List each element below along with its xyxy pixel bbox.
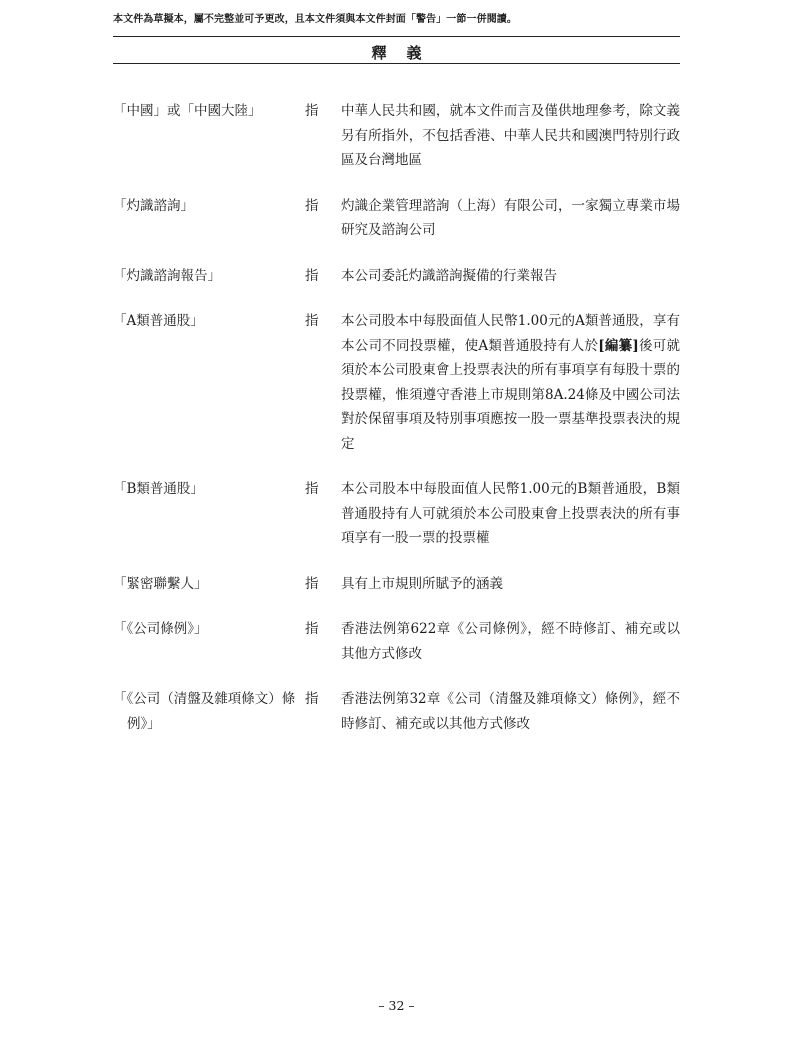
section-title: 釋義 <box>371 44 442 62</box>
term: 「灼識諮詢報告」 <box>113 267 221 284</box>
definition: 香港法例第622章《公司條例》，經不時修訂、補充或以其他方式修改 <box>341 621 680 662</box>
term: 「灼識諮詢」 <box>113 197 194 214</box>
term: 「緊密聯繫人」 <box>113 575 208 592</box>
definition-entry-class-b-shares <box>113 477 680 551</box>
definition-entry-class-a-shares <box>113 309 680 456</box>
draft-disclaimer: 本文件為草擬本，屬不完整並可予更改，且本文件須與本文件封面「警告」一節一併閱讀。 <box>113 14 517 25</box>
definition-entry-cic <box>113 194 680 243</box>
definition-entry-china <box>113 99 680 173</box>
header-rule-top <box>113 36 680 37</box>
definitions-list <box>113 99 680 736</box>
definition: 本公司委託灼識諮詢擬備的行業報告 <box>341 267 557 284</box>
definition: 中華人民共和國，就本文件而言及僅供地理參考，除文義另有所指外，不包括香港、中華人民共和國澳門特別行政區及台灣地區 <box>341 103 680 168</box>
definition-entry-close-associate <box>113 572 680 597</box>
definition-text-part: 本公司股本中每股面值人民幣1.00元的A類普通股，享有本公司不同投票權，使A類普通股持有人於 <box>341 313 680 354</box>
definition-text-part: 後可就須於本公司股東會上投票表決的所有事項享有每股十票的投票權，惟須遵守香港上市規則第8A.24條及中國公司法對於保留事項及特別事項應按一股一票基準投票表決的規定 <box>341 337 681 452</box>
term: 「《公司條例》」 <box>113 621 208 637</box>
definition: 灼識企業管理諮詢（上海）有限公司，一家獨立專業市場研究及諮詢公司 <box>341 197 680 238</box>
means-marker: 指 <box>305 481 319 497</box>
term: 「《公司（清盤及雜項條文）條例》」 <box>113 691 296 732</box>
term: 「A類普通股」 <box>113 313 204 329</box>
term: 「中國」或「中國大陸」 <box>113 103 262 119</box>
means-marker: 指 <box>305 103 319 119</box>
means-marker: 指 <box>305 621 319 637</box>
term: 「B類普通股」 <box>113 481 204 497</box>
definition-entry-companies-wump-ordinance <box>113 687 680 736</box>
definition <box>341 309 680 456</box>
definition: 本公司股本中每股面值人民幣1.00元的B類普通股，B類普通股持有人可就須於本公司股東會上投票表決的所有事項享有一股一票的投票權 <box>341 481 680 546</box>
page-number: – 32 – <box>378 998 415 1013</box>
means-marker: 指 <box>305 313 319 329</box>
means-marker: 指 <box>305 691 319 707</box>
means-marker: 指 <box>305 267 319 284</box>
definition-entry-companies-ordinance <box>113 617 680 666</box>
definition-entry-cic-report <box>113 264 680 289</box>
redacted-placeholder: [編纂] <box>598 337 639 354</box>
definition: 香港法例第32章《公司（清盤及雜項條文）條例》，經不時修訂、補充或以其他方式修改 <box>341 691 680 732</box>
header-rule-bottom <box>113 63 680 64</box>
means-marker: 指 <box>305 197 319 214</box>
definition: 具有上市規則所賦予的涵義 <box>341 575 503 592</box>
means-marker: 指 <box>305 575 319 592</box>
